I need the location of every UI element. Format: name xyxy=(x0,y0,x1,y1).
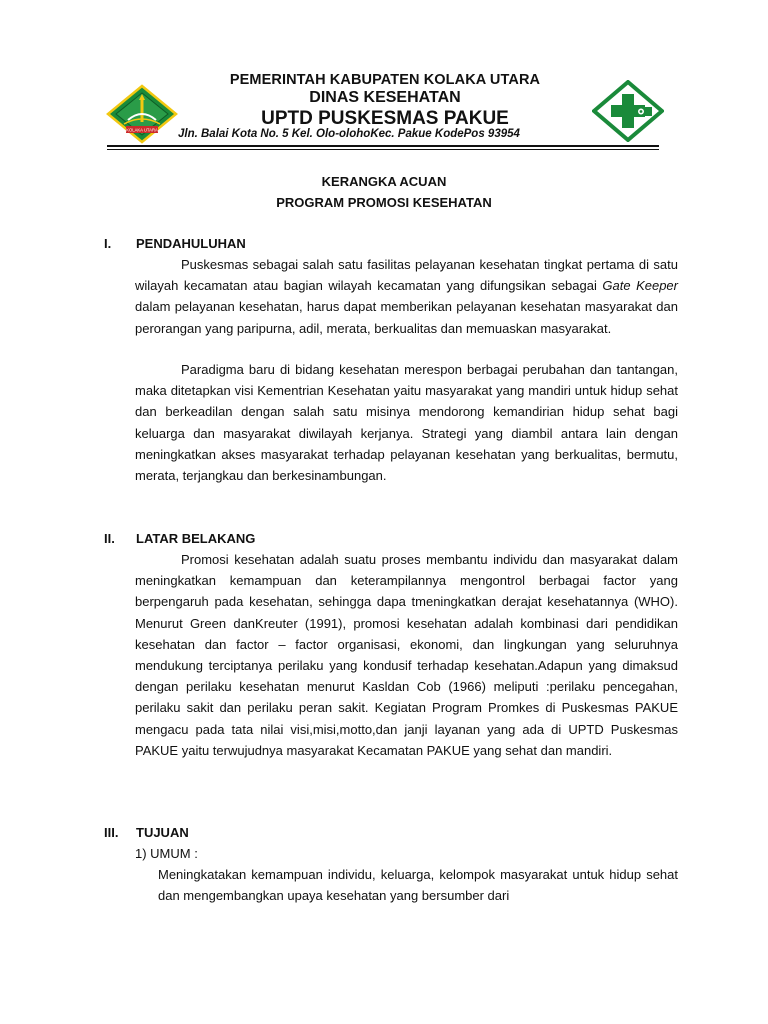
letterhead-rule-thick xyxy=(107,145,659,147)
letterhead-address: Jln. Balai Kota No. 5 Kel. Olo-olohoKec. Pakue KodePos 93954 xyxy=(178,128,520,140)
unit-name: UPTD PUSKESMAS PAKUE xyxy=(261,108,509,129)
document-subtitle: PROGRAM PROMOSI KESEHATAN xyxy=(276,195,492,210)
section-title: TUJUAN xyxy=(136,825,189,840)
section-title: PENDAHULUHAN xyxy=(136,236,246,251)
document-title: KERANGKA ACUAN xyxy=(321,174,447,189)
paragraph-text: Puskesmas sebagai salah satu fasilitas pelayanan kesehatan tingkat pertama di satu wilayah kecamatan atau bagian wilayah kecamatan yang difungsikan sebagai xyxy=(135,257,678,294)
puskesmas-logo-icon xyxy=(592,80,664,142)
subsection-umum-label: 1) UMUM : xyxy=(135,846,198,861)
section-number: III. xyxy=(104,825,119,840)
section-heading-pendahuluan xyxy=(104,236,246,251)
letterhead-rule-thin xyxy=(107,149,659,150)
section-number: II. xyxy=(104,531,115,546)
paragraph-latar-belakang: Promosi kesehatan adalah suatu proses membantu individu dan masyarakat dalam meningkatkan kemampuan dan keterampilannya mengontrol berbagai factor yang berpengaruh pada kesehatan, sehingga dapa tmeningkatkan derajat kesehatannya (WHO). Menurut Green danKreuter (1991), promosi kesehatan adalah kombinasi dari pendidikan kesehatan dan factor – factor organisasi, ekonomi, dan lingkungan yang seluruhnya mendukung terciptanya perilaku yang kondusif terhadap kesehatan.Adapun yang dimaksud dengan perilaku kesehatan menurut Kasldan Cob (1966) meliputi :perilaku pencegahan, perilaku sakit dan perilaku peran sakit. Kegiatan Program Promkes di Puskesmas PAKUE mengacu pada tata nilai visi,misi,motto,dan janji layanan yang ada di UPTD Puskesmas PAKUE yaitu terwujudnya masyarakat Kecamatan PAKUE yang sehat dan mandiri. xyxy=(135,552,678,758)
department-name: DINAS KESEHATAN xyxy=(309,89,461,106)
section-heading-latar-belakang xyxy=(104,531,255,546)
paragraph-pendahuluan-1 xyxy=(135,254,678,339)
paragraph-tujuan-umum: Meningkatakan kemampuan individu, keluarga, kelompok masyarakat untuk hidup sehat dan mengembangkan upaya kesehatan yang bersumber dari xyxy=(158,867,678,904)
kolaka-utara-emblem-icon xyxy=(106,84,178,144)
section-heading-tujuan xyxy=(104,825,189,840)
svg-text:KOLAKA UTARA: KOLAKA UTARA xyxy=(126,127,158,133)
paragraph-pendahuluan-2: Paradigma baru di bidang kesehatan merespon berbagai perubahan dan tantangan, maka ditetapkan visi Kementrian Kesehatan yaitu masyarakat yang mandiri untuk hidup sehat dan berkeadilan dengan salah satu misinya mendorong kemandirian hidup sehat bagi keluarga dan masyarakat diwilayah kerjanya. Strategi yang diambil antara lain dengan meningkatkan akses masyarakat terhadap pelayanan kesehatan yang berkualitas, bermutu, merata, terjangkau dan berkesinambungan. xyxy=(135,362,678,484)
letterhead xyxy=(100,70,680,155)
section-title: LATAR BELAKANG xyxy=(136,531,256,546)
gate-keeper-term: Gate Keeper xyxy=(602,278,678,294)
section-number: I. xyxy=(104,236,112,251)
paragraph-text: dalam pelayanan kesehatan, harus dapat memberikan pelayanan kesehatan masyarakat dan perorangan yang paripurna, adil, merata, berkualitas dan memuaskan masyarakat. xyxy=(135,299,678,336)
government-name: PEMERINTAH KABUPATEN KOLAKA UTARA xyxy=(229,72,541,88)
letterhead-text xyxy=(170,70,600,130)
